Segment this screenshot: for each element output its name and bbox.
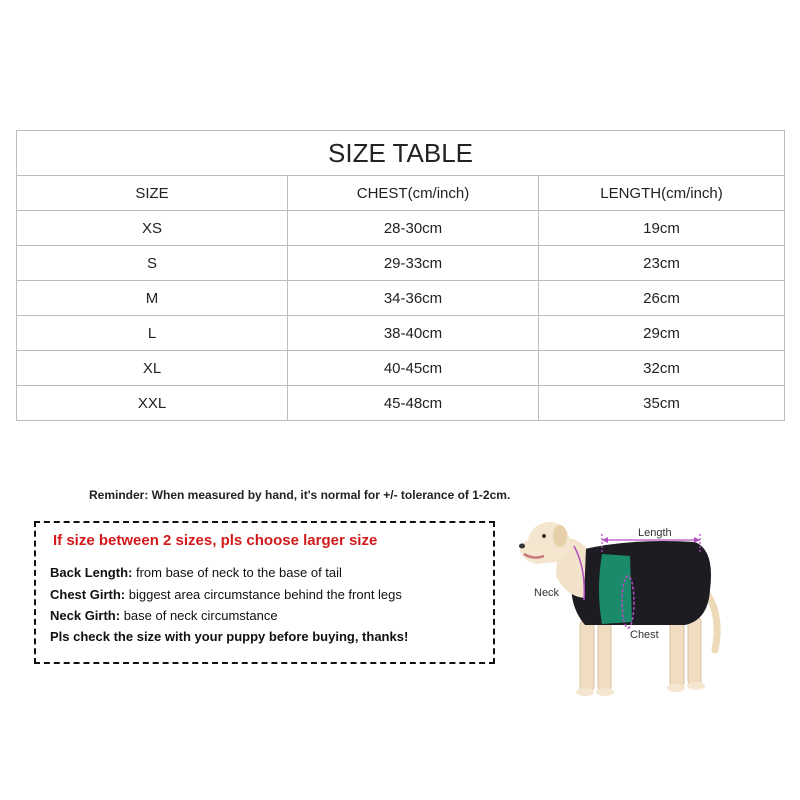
header-length: LENGTH(cm/inch) [539,176,785,211]
table-row [17,351,785,386]
table-row [17,211,785,246]
vest-green-panel [599,554,632,624]
header-size: SIZE [17,176,288,211]
note-heading: If size between 2 sizes, pls choose larger size [53,532,378,549]
dog-ear [553,525,567,547]
back-length-label: Back Length: [50,565,133,580]
reminder-text: Reminder: When measured by hand, it's normal for +/- tolerance of 1-2cm. [89,488,511,502]
dog-measurement-figure [510,520,730,705]
chest-girth-label: Chest Girth: [50,587,126,602]
back-length-text: from base of neck to the base of tail [132,565,342,580]
table-header-row [17,176,785,211]
cell-length: 19cm [539,211,785,246]
note-check: Pls check the size with your puppy before buying, thanks! [50,629,409,644]
chest-label: Chest [630,629,659,641]
cell-length: 26cm [539,281,785,316]
cell-size: S [17,246,288,281]
neck-girth-text: base of neck circumstance [120,608,278,623]
table-row [17,246,785,281]
cell-size: XS [17,211,288,246]
note-neck-girth [50,608,278,623]
dog-eye [542,534,546,538]
vest-black-back [571,541,711,625]
note-back-length [50,565,342,580]
table-row [17,281,785,316]
cell-size: XXL [17,386,288,421]
cell-length: 23cm [539,246,785,281]
header-chest: CHEST(cm/inch) [288,176,539,211]
table-row [17,386,785,421]
cell-size: M [17,281,288,316]
chest-girth-text: biggest area circumstance behind the front legs [125,587,402,602]
table-row [17,316,785,351]
size-table [16,130,785,421]
cell-length: 29cm [539,316,785,351]
cell-chest: 45-48cm [288,386,539,421]
cell-chest: 28-30cm [288,211,539,246]
dog-nose [519,544,525,549]
neck-girth-label: Neck Girth: [50,608,121,623]
cell-length: 32cm [539,351,785,386]
cell-chest: 29-33cm [288,246,539,281]
neck-label: Neck [534,587,560,599]
note-chest-girth [50,587,402,602]
measurement-note-box [34,521,495,664]
table-title: SIZE TABLE [17,131,785,176]
cell-length: 35cm [539,386,785,421]
dog-legs [580,616,701,692]
cell-size: L [17,316,288,351]
cell-size: XL [17,351,288,386]
cell-chest: 34-36cm [288,281,539,316]
cell-chest: 40-45cm [288,351,539,386]
length-label: Length [638,527,672,539]
cell-chest: 38-40cm [288,316,539,351]
